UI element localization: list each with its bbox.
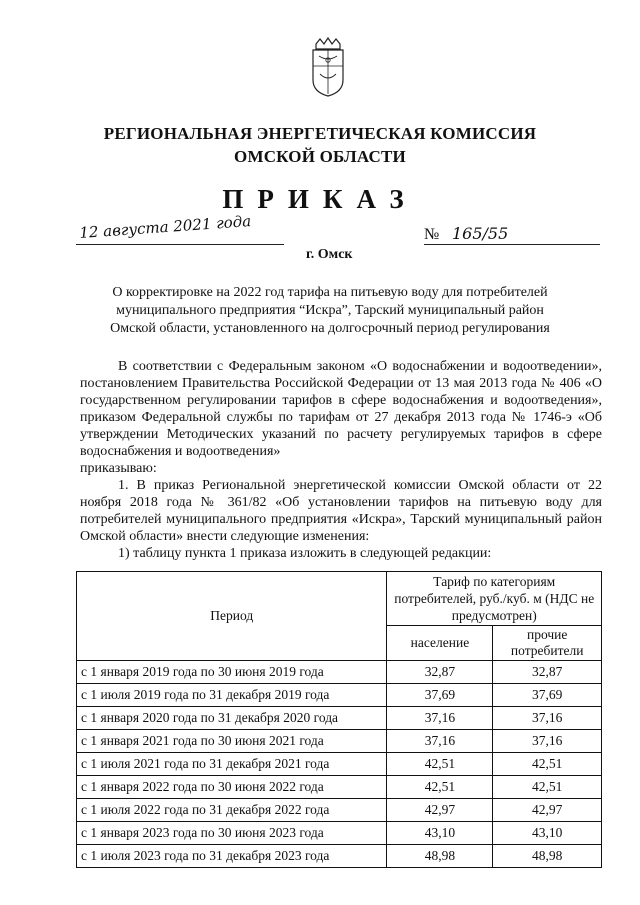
row-other-value: 48,98 [493,845,602,868]
preamble-text: В соответствии с Федеральным законом «О водоснабжении и водоотведении», постановлением Правительства Российской Федерации от 13 мая 2013 года № 406 «О государственном регулировании тарифов в сфере водоснабжения и водоотведения», приказом Федеральной службы по тарифам от 27 декабря 2013 года № 1746-э «Об утверждении Методических указаний по расчету регулируемых тарифов в сфере водоснабжения и водоотведения» [80,359,602,459]
table-row [77,776,602,799]
row-population-value: 37,16 [387,707,493,730]
row-other-value: 42,51 [493,776,602,799]
row-other-value: 32,87 [493,661,602,684]
order-word: приказываю: [80,461,157,476]
table-row [77,822,602,845]
row-other-value: 42,51 [493,753,602,776]
organization-name-line2: ОМСКОЙ ОБЛАСТИ [234,147,406,166]
row-period: с 1 января 2023 года по 30 июня 2023 года [77,822,387,845]
document-type-title: ПРИКАЗ [222,184,418,214]
organization-name-line1: РЕГИОНАЛЬНАЯ ЭНЕРГЕТИЧЕСКАЯ КОМИССИЯ [103,124,537,143]
handwritten-number: 165/55 [452,224,509,243]
row-population-value: 42,97 [387,799,493,822]
table-row [77,661,602,684]
document-body [80,358,602,562]
row-period: с 1 января 2022 года по 30 июня 2022 года [77,776,387,799]
number-label: № [424,226,440,243]
city-label: г. Омск [306,247,353,262]
row-population-value: 37,69 [387,684,493,707]
date-underline [76,244,284,245]
row-period: с 1 июля 2021 года по 31 декабря 2021 года [77,753,387,776]
row-period: с 1 января 2021 года по 30 июня 2021 года [77,730,387,753]
row-period: с 1 июля 2019 года по 31 декабря 2019 года [77,684,387,707]
subject-line: муниципального предприятия “Искра”, Тарский муниципальный район [116,303,544,318]
column-header-period: Период [77,572,387,661]
row-population-value: 37,16 [387,730,493,753]
row-other-value: 37,16 [493,730,602,753]
row-other-value: 37,69 [493,684,602,707]
table-row [77,753,602,776]
column-header-tariff: Тариф по категориям потребителей, руб./куб. м (НДС не предусмотрен) [387,572,602,626]
row-other-value: 37,16 [493,707,602,730]
row-period: с 1 января 2019 года по 30 июня 2019 года [77,661,387,684]
table-row [77,845,602,868]
table-row [77,707,602,730]
row-other-value: 42,97 [493,799,602,822]
row-period: с 1 июля 2023 года по 31 декабря 2023 года [77,845,387,868]
preamble-paragraph [80,358,602,477]
subject-line: О корректировке на 2022 год тарифа на питьевую воду для потребителей [112,285,548,300]
subject-line: Омской области, установленного на долгосрочный период регулирования [110,321,550,336]
row-other-value: 43,10 [493,822,602,845]
row-population-value: 42,51 [387,753,493,776]
table-row [77,684,602,707]
tariff-table [76,571,602,868]
row-population-value: 32,87 [387,661,493,684]
clause-1-paragraph: 1. В приказ Региональной энергетической комиссии Омской области от 22 ноября 2018 года № 361/82 «Об установлении тарифов на питьевую воду для потребителей муниципального предприятия «Искра», Тарский муниципальный район Омской области» внести следующие изменения: [80,478,602,544]
row-population-value: 42,51 [387,776,493,799]
row-period: с 1 января 2020 года по 31 декабря 2020 года [77,707,387,730]
coat-of-arms-icon [307,36,349,98]
number-underline [424,244,600,245]
column-header-other: прочие потребители [493,625,602,660]
row-population-value: 43,10 [387,822,493,845]
column-header-population: население [387,625,493,660]
row-population-value: 48,98 [387,845,493,868]
subclause-1-paragraph: 1) таблицу пункта 1 приказа изложить в следующей редакции: [118,546,492,561]
table-row [77,730,602,753]
table-header-row [77,572,602,626]
handwritten-date: 12 августа 2021 года [78,212,252,242]
row-period: с 1 июля 2022 года по 31 декабря 2022 года [77,799,387,822]
table-row [77,799,602,822]
document-subject [70,284,590,338]
